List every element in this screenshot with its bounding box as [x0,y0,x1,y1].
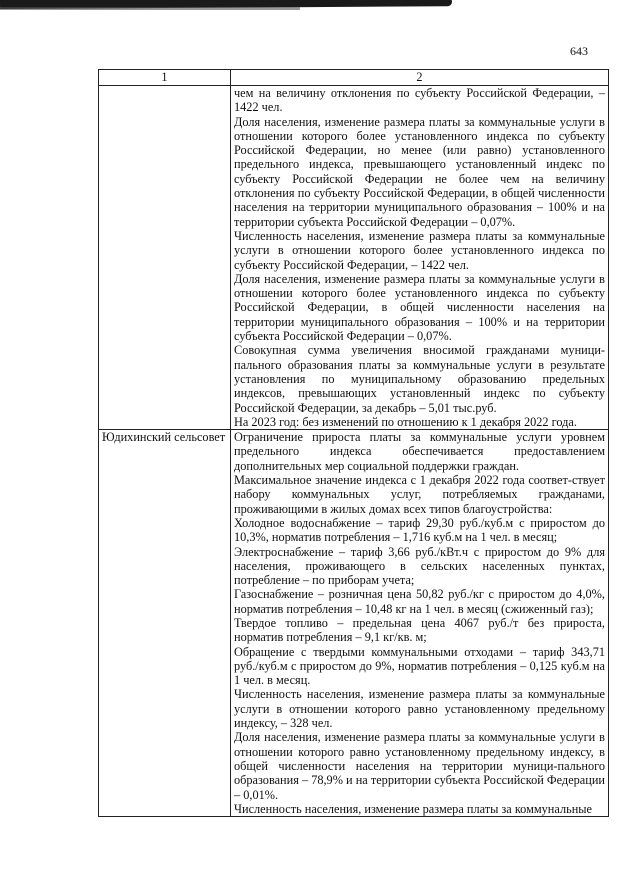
paragraph: Обращение с твердыми коммунальными отходами – тариф 343,71 руб./куб.м с приростом до 9%, норматив потребления – 0,125 куб.м на 1 чел. в месяц. [234,644,605,688]
column-header-2: 2 [231,70,609,86]
paragraph: Ограничение прироста платы за коммунальные услуги уровнем предельного индекса обеспечивается предоставлением дополнительных мер социальной поддержки граждан. [234,430,605,473]
paragraph: На 2023 год: без изменений по отношению к 1 декабря 2022 года. [234,414,577,429]
paragraph: Газоснабжение – розничная цена 50,82 руб./кг с приростом до 4,0%, норматив потребления – 10,48 кг на 1 чел. в месяц (сжиженный газ); [234,587,605,616]
paragraph: Доля населения, изменение размера платы за коммунальные услуги в отношении которого равно установленному предельному индексу, в общей численности населения на территории муници-пального образования – 78,9% и на территории субъекта Российской Федерации – 0,01%. [234,730,605,802]
paragraph: Твердое топливо – предельная цена 4067 руб./т без прироста, норматив потребления – 9,1 кг/кв. м; [234,615,605,645]
paragraph: Численность населения, изменение размера платы за коммунальные услуги в отношении которого равно установленному предельному индексу, – 328 чел. [234,687,605,731]
municipality-name [99,86,231,430]
scan-artifact-stroke-thin [0,7,300,10]
paragraph: Численность населения, изменение размера платы за коммунальные услуги в отношении которого более установленного индекса по субъекту Российской Федерации, – 1422 чел. [234,228,605,272]
paragraph: Доля населения, изменение размера платы за коммунальные услуги в отношении которого более установленного индекса по субъекту Российской Федерации, в общей численности населения на территории муниципального образования – 100% и на территории субъекта Российской Федерации – 0,07%. [234,271,605,344]
column-header-1: 1 [99,70,231,86]
row-description [231,86,609,430]
table-row [99,430,609,817]
table-header-row [99,70,609,86]
row-description [231,430,609,817]
table-row [99,86,609,430]
paragraph: Электроснабжение – тариф 3,66 руб./кВт.ч с приростом до 9% для населения, проживающего в сельских населенных пунктах, потребление – по приборам учета; [234,544,605,588]
paragraph: Доля населения, изменение размера платы за коммунальные услуги в отношении которого более установленного индекса по субъекту Российской Федерации, но менее (или равно) установленного предельного индекса, превышающего установленный индекс по субъекту Российской Федерации не более чем на величину отклонения по субъекту Российской Федерации, в общей численности населения на территории муниципального образования – 100% и на территории субъекта Российской Федерации – 0,07%. [234,114,605,229]
paragraph: Холодное водоснабжение – тариф 29,30 руб./куб.м с приростом до 10,3%, норматив потребления – 1,716 куб.м на 1 чел. в месяц; [234,515,605,545]
paragraph: чем на величину отклонения по субъекту Российской Федерации, – 1422 чел. [234,86,605,115]
paragraph: Совокупная сумма увеличения вносимой гражданами муници-пального образования платы за коммунальные услуги в результате установления по муниципальному образованию предельных индексов, превышающих установленный индекс по субъекту Российской Федерации, за декабрь – 5,01 тыс.руб. [234,343,605,415]
document-table [98,69,609,817]
paragraph: Максимальное значение индекса с 1 декабря 2022 года соответ-ствует набору коммунальных услуг, потребляемых гражданами, проживающими в жилых домах всех типов благоустройства: [234,473,605,516]
paragraph: Численность населения, изменение размера платы за коммунальные [234,801,592,816]
municipality-name: Юдихинский сельсовет [99,430,231,817]
page-number: 643 [570,44,588,58]
